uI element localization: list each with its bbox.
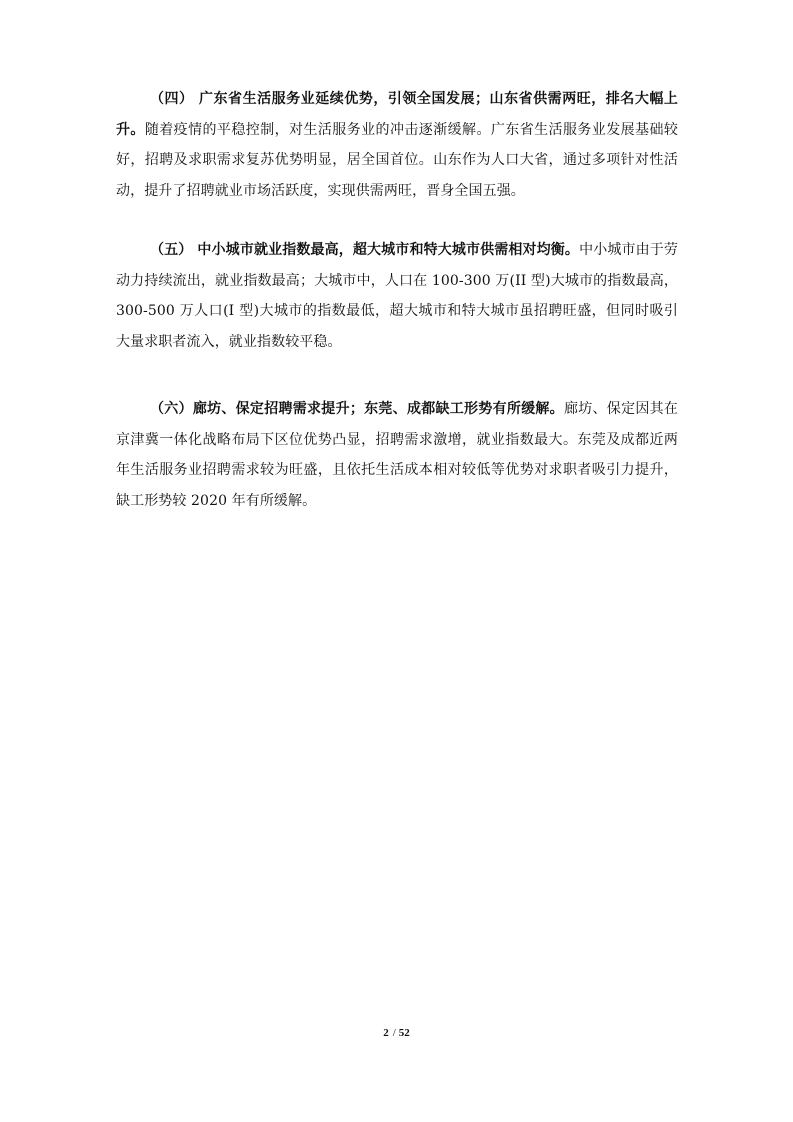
section-heading-4: （四） 广东省生活服务业延续优势，引领全国发展；山东省供需两旺，排名大幅上升。 (116, 91, 678, 138)
section-paragraph-5 (116, 235, 678, 357)
section-paragraph-4 (116, 84, 678, 206)
page-separator: / (392, 1027, 396, 1039)
total-page-count: 52 (398, 1027, 410, 1039)
section-body-5: 中小城市由于劳动力持续流出，就业指数最高；大城市中，人口在 100-300 万(II 型)大城市的指数最高，300-500 万人口(I 型)大城市的指数最低，超大城市和特大城市虽招聘旺盛，但同时吸引大量求职者流入，就业指数较平稳。 (116, 242, 678, 350)
section-paragraph-6 (116, 394, 678, 516)
section-heading-5: （五） 中小城市就业指数最高，超大城市和特大城市供需相对均衡。 (150, 242, 580, 258)
section-body-6: 廊坊、保定因其在京津冀一体化战略布局下区位优势凸显，招聘需求激增，就业指数最大。东莞及成都近两年生活服务业招聘需求较为旺盛，且依托生活成本相对较低等优势对求职者吸引力提升，缺工形势较 2020 年有所缓解。 (116, 401, 678, 509)
section-heading-6: （六）廊坊、保定招聘需求提升；东莞、成都缺工形势有所缓解。 (150, 401, 564, 417)
current-page-number: 2 (383, 1027, 389, 1039)
page-number (0, 1027, 793, 1039)
section-body-4: 随着疫情的平稳控制，对生活服务业的冲击逐渐缓解。广东省生活服务业发展基础较好，招聘及求职需求复苏优势明显，居全国首位。山东作为人口大省，通过多项针对性活动，提升了招聘就业市场活跃度，实现供需两旺，晋身全国五强。 (116, 121, 678, 199)
